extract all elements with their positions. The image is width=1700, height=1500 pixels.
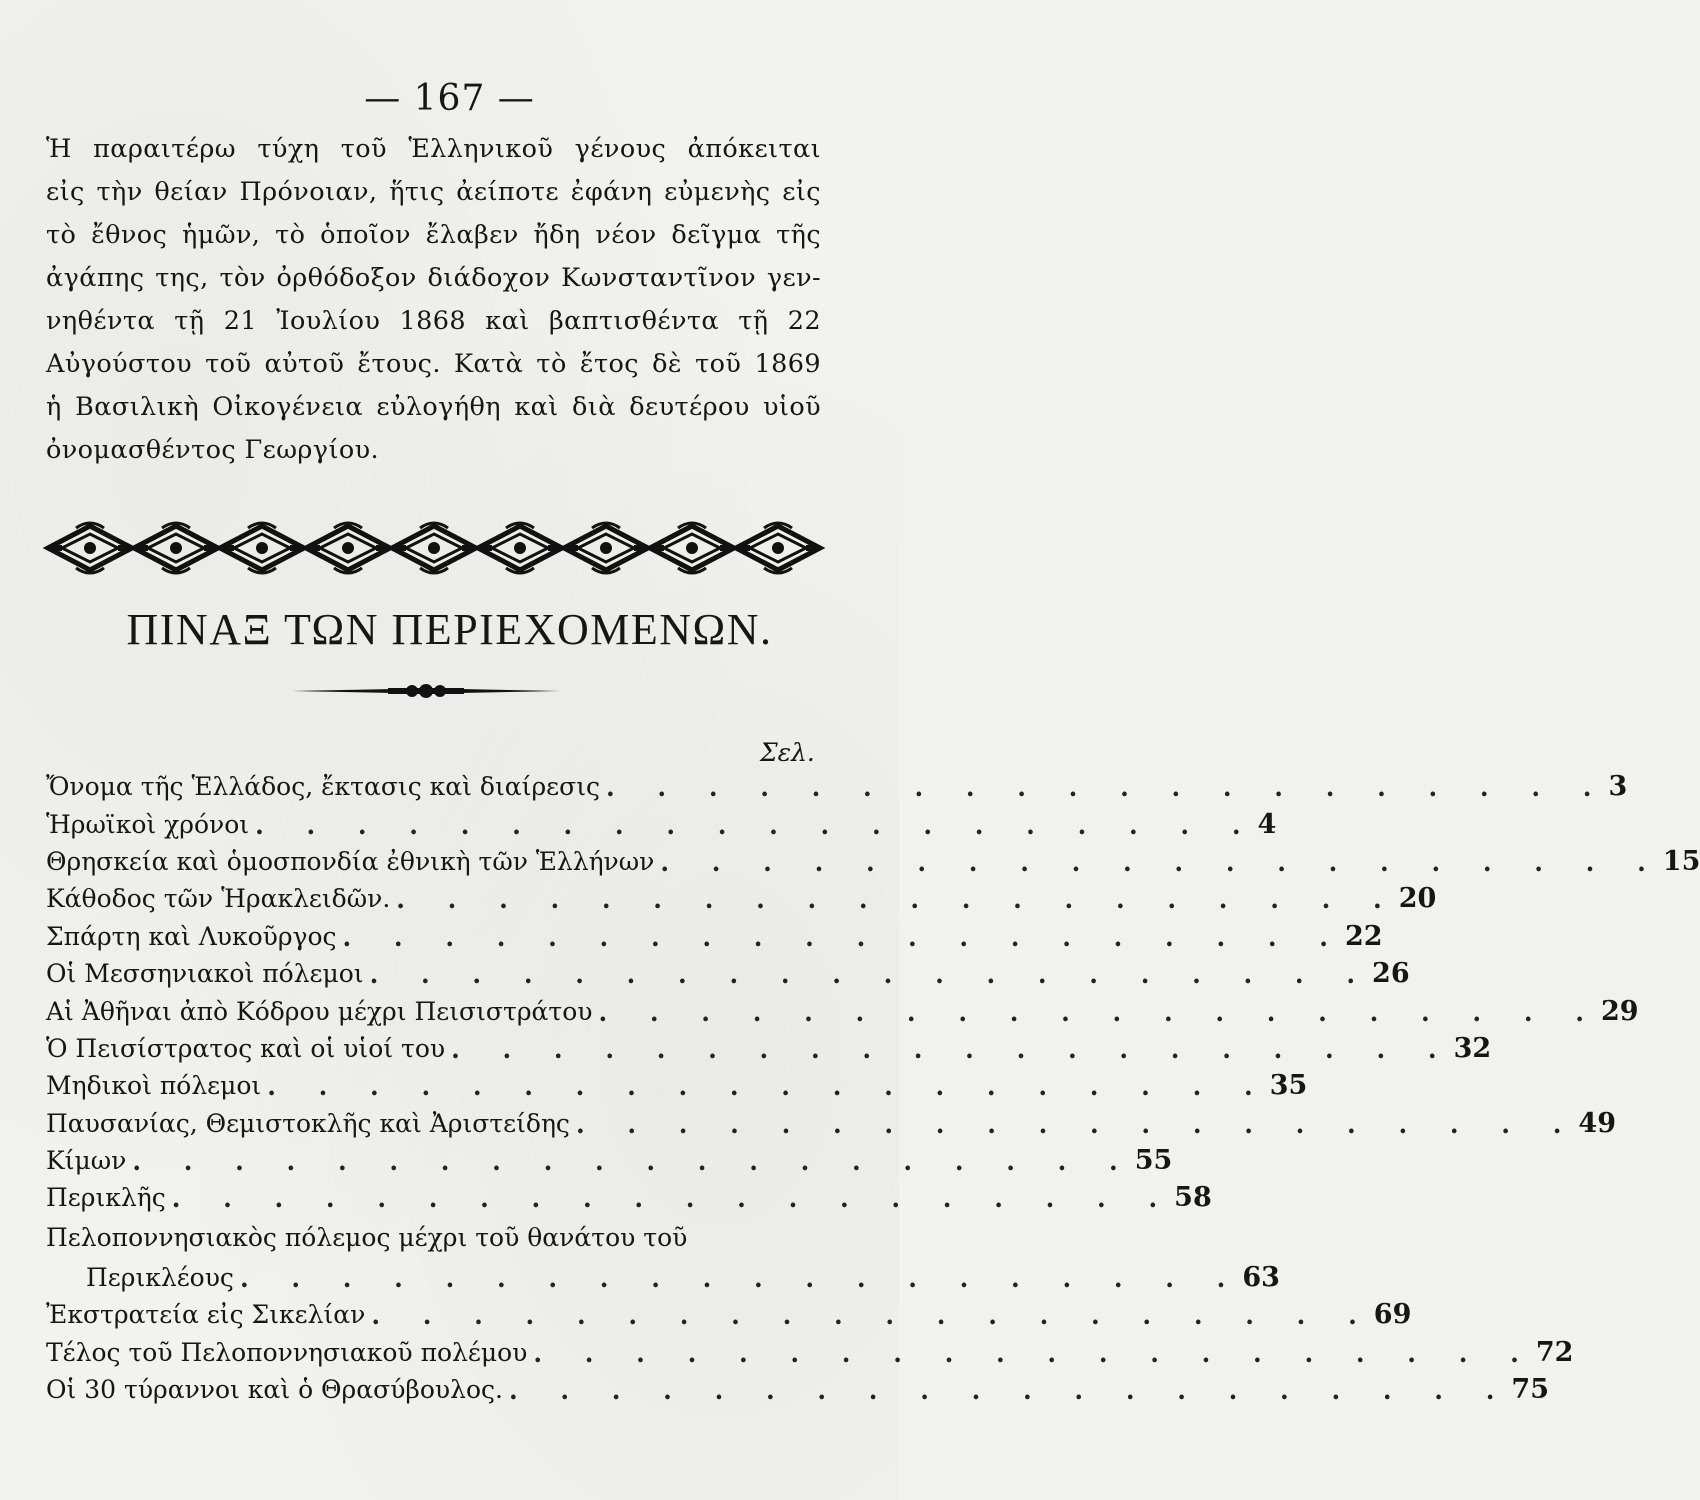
dot-leader: . . . . . . . . . . . . . . . . . . . . [342, 922, 1345, 952]
toc-entry-page: 75 [1511, 1374, 1549, 1406]
toc-entry [46, 1179, 1212, 1216]
toc-entry [46, 1333, 1574, 1370]
dot-leader: . . . . . . . . . . . . . . . . . . . . [451, 1034, 1454, 1064]
toc-entry [46, 880, 1437, 917]
toc-entry [46, 1296, 1412, 1333]
toc-entry-page: 4 [1257, 808, 1277, 840]
dot-leader: . . . . . . . . . . . . . . . . . . . . [575, 1109, 1579, 1139]
toc-entry-page: 63 [1242, 1261, 1280, 1293]
toc-entry [46, 768, 1628, 805]
toc-entry-page: 15 [1662, 845, 1700, 877]
toc-entry-page: 69 [1373, 1299, 1412, 1331]
toc-entry-title: Ὁ Πεισίστρατος καὶ οἱ υἱοί του [46, 1033, 446, 1063]
toc-entry [46, 918, 1383, 955]
toc-entry [46, 1030, 1492, 1067]
paragraph-line: ὀνομασθέντος Γεωργίου. [46, 435, 380, 465]
dot-leader: . . . . . . . . . . . . . . . . . . . . [267, 1072, 1270, 1102]
toc-entry-page: 58 [1174, 1182, 1212, 1214]
dot-leader: . . . . . . . . . . . . . . . . . . . . [508, 1376, 1512, 1406]
toc-entry-page: 22 [1344, 920, 1383, 952]
toc-entry-title: Ἐκστρατεία εἰς Σικελίαν [46, 1300, 366, 1330]
paragraph-line: ἡ Βασιλικὴ Οἰκογένεια εὐλογήθη καὶ διὰ δευτέρου υἱοῦ [46, 392, 821, 422]
toc-entry [46, 1105, 1616, 1142]
toc-entry-title: Σπάρτη καὶ Λυκοῦργος [46, 921, 337, 951]
decorative-rule [292, 684, 560, 698]
paragraph-line: τὸ ἔθνος ἡμῶν, τὸ ὁποῖον ἔλαβεν ἤδη νέον δεῖγμα τῆς [46, 220, 821, 250]
toc-entry-title: Κάθοδος τῶν Ἡρακλειδῶν. [46, 884, 391, 914]
toc-entry-page: 26 [1372, 958, 1410, 990]
toc-entry-title: Οἱ 30 τύραννοι καὶ ὁ Θρασύβουλος. [46, 1375, 503, 1405]
dot-leader: . . . . . . . . . . . . . . . . . . . . [369, 960, 1373, 990]
toc-entry-title: Παυσανίας, Θεμιστοκλῆς καὶ Ἀριστείδης [46, 1108, 570, 1138]
toc-entry-page: 55 [1134, 1145, 1173, 1177]
toc-entry-title: Περικλῆς [46, 1183, 166, 1213]
ornamental-border [46, 520, 818, 576]
toc-entry-title: Μηδικοὶ πόλεμοι [46, 1071, 262, 1101]
toc-entry-title: Τέλος τοῦ Πελοποννησιακοῦ πολέμου [46, 1337, 528, 1367]
page-column-header: Σελ. [760, 738, 815, 767]
dot-leader: . . . . . . . . . . . . . . . . . . . . [606, 773, 1609, 803]
toc-entry [46, 805, 1277, 842]
page-number: — 167 — [364, 78, 535, 119]
toc-entry [46, 843, 1700, 880]
paragraph-line: ἀγάπης της, τὸν ὀρθόδοξον διάδοχον Κωνσταντῖνον γεν- [46, 263, 821, 293]
toc-entry [46, 1217, 812, 1259]
toc-entry [46, 1067, 1308, 1104]
table-of-contents [46, 768, 1700, 1408]
dot-leader: . . . . . . . . . . . . . . . . . . . . [371, 1301, 1374, 1331]
dot-leader: . . . . . . . . . . . . . . . . . . . . [660, 847, 1663, 877]
toc-entry [46, 992, 1639, 1029]
toc-heading: ΠΙΝΑΞ ΤΩΝ ΠΕΡΙΕΧΟΜΕΝΩΝ. [126, 605, 773, 654]
paragraph-line: εἰς τὴν θείαν Πρόνοιαν, ἥτις ἀείποτε ἐφάνη εὐμενὴς εἰς [46, 177, 821, 207]
toc-entry-title: Ὄνομα τῆς Ἑλλάδος, ἔκτασις καὶ διαίρεσις [46, 772, 600, 802]
toc-entry-title: Ἡρωϊκοὶ χρόνοι [46, 809, 250, 839]
toc-entry-page: 49 [1578, 1107, 1616, 1139]
paragraph-line: Αὐγούστου τοῦ αὐτοῦ ἔτους. Κατὰ τὸ ἔτος δὲ τοῦ 1869 [46, 349, 821, 379]
dot-leader: . . . . . . . . . . . . . . . . . . . . [533, 1338, 1536, 1368]
dot-leader: . . . . . . . . . . . . . . . . . . . . [396, 885, 1399, 915]
toc-entry [46, 1142, 1173, 1179]
toc-entry-page: 29 [1600, 995, 1639, 1027]
dot-leader: . . . . . . . . . . . . . . . . . . . . [239, 1263, 1243, 1293]
closing-paragraph [46, 128, 821, 472]
dot-leader: . . . . . . . . . . . . . . . . . . . . [255, 810, 1258, 840]
toc-entry-page: 32 [1453, 1032, 1492, 1064]
toc-entry-page: 35 [1269, 1070, 1308, 1102]
toc-entry-title: Κίμων [46, 1146, 127, 1176]
dot-leader: . . . . . . . . . . . . . . . . . . . . [132, 1147, 1135, 1177]
toc-entry-page: 3 [1608, 771, 1628, 803]
paragraph-line: Ἡ παραιτέρω τύχη τοῦ Ἑλληνικοῦ γένους ἀπόκειται [46, 134, 821, 164]
dot-leader: . . . . . . . . . . . . . . . . . . . . [598, 997, 1601, 1027]
toc-entry-title: Πελοποννησιακὸς πόλεμος μέχρι τοῦ θανάτου τοῦ [46, 1223, 688, 1253]
toc-entry-title: Περικλέους [86, 1262, 234, 1292]
toc-entry [46, 955, 1410, 992]
toc-entry-page: 72 [1535, 1336, 1574, 1368]
toc-entry [46, 1371, 1549, 1408]
toc-entry [46, 1259, 1280, 1296]
toc-entry-title: Θρησκεία καὶ ὁμοσπονδία ἐθνικὴ τῶν Ἑλλήνων [46, 846, 655, 876]
toc-entry-title: Οἱ Μεσσηνιακοὶ πόλεμοι [46, 959, 364, 989]
toc-entry-page: 20 [1398, 883, 1437, 915]
dot-leader: . . . . . . . . . . . . . . . . . . . . [171, 1184, 1175, 1214]
toc-entry-title: Αἱ Ἀθῆναι ἀπὸ Κόδρου μέχρι Πεισιστράτου [46, 996, 593, 1026]
paragraph-line: νηθέντα τῇ 21 Ἰουλίου 1868 καὶ βαπτισθέντα τῇ 22 [46, 306, 821, 336]
